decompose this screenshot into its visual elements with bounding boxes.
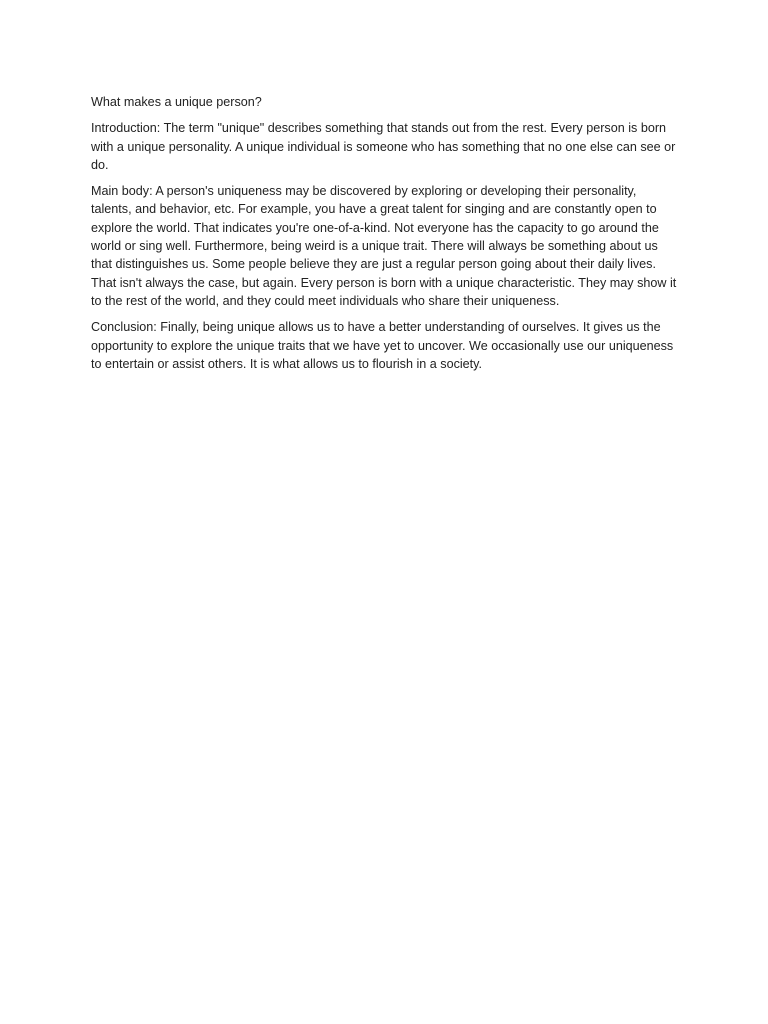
paragraph-main-body: Main body: A person's uniqueness may be discovered by exploring or developing their personality, talents, and behavior, etc. For example, you have a great talent for singing and are constantly open to explore the world. That indicates you're one-of-a-kind. Not everyone has the capacity to go around the world or sing well. Furthermore, being weird is a unique trait. There will always be something about us that distinguishes us. Some people believe they are just a regular person going about their daily lives. That isn't always the case, but again. Every person is born with a unique characteristic. They may show it to the rest of the world, and they could meet individuals who share their uniqueness.: [91, 184, 677, 308]
document-title: What makes a unique person?: [91, 95, 262, 109]
paragraph-conclusion: Conclusion: Finally, being unique allows us to have a better understanding of ourselves. It gives us the opportunity to explore the unique traits that we have yet to uncover. We occasionally use our uniqueness to entertain or assist others. It is what allows us to flourish in a society.: [91, 320, 674, 371]
paragraph-introduction: Introduction: The term "unique" describes something that stands out from the rest. Every person is born with a unique personality. A unique individual is someone who has something that no one else can see or do.: [91, 121, 676, 172]
